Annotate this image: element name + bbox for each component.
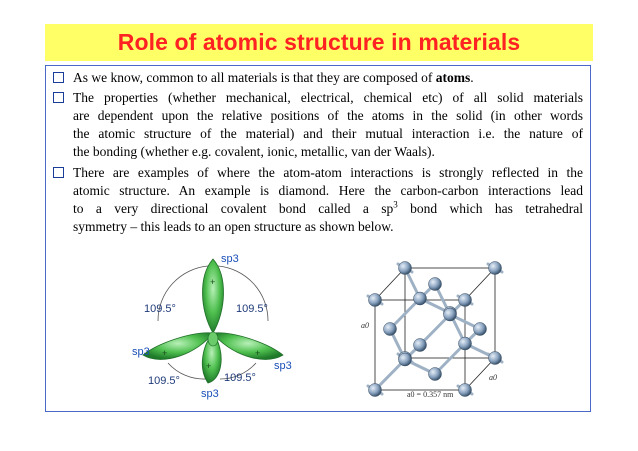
carbon-atom: [369, 294, 382, 307]
carbon-atom: [384, 323, 397, 336]
checkbox-bullet-icon: [53, 72, 64, 83]
plus-sign: +: [206, 361, 212, 371]
bullet-line: symmetry – this leads to an open structure as shown below.: [73, 219, 394, 234]
bullet-line: There are examples of where the atom-atom interactions is strongly reflected in the: [73, 165, 583, 180]
slide-title: Role of atomic structure in materials: [117, 29, 521, 55]
bullet-line: atomic structure. An example is diamond. Here the carbon-carbon interactions lead: [73, 183, 583, 198]
bullet-line: to a very directional covalent bond called a $sp^3$ bond which has tetrahedral: [73, 199, 583, 216]
a0-label: a0: [489, 373, 497, 382]
orbital-lobe-left: [143, 333, 213, 360]
bullet-item: [53, 164, 583, 236]
bullet-line: As we know, common to all materials is that they are composed of atoms.: [73, 70, 474, 85]
bullet-line: are dependent upon the relative positions of the atoms in the solid (in other words: [73, 108, 583, 123]
carbon-atom: [444, 308, 457, 321]
carbon-atom: [369, 384, 382, 397]
plus-sign: +: [162, 348, 168, 358]
sp3-label: sp3: [132, 346, 150, 358]
bullet-item: [53, 69, 583, 87]
carbon-atom: [399, 262, 412, 275]
orbital-lobe-right: [213, 333, 283, 360]
checkbox-bullet-icon: [53, 167, 64, 178]
bullet-item: [53, 89, 583, 161]
sp3-label: sp3: [221, 253, 239, 265]
carbon-atom: [489, 262, 502, 275]
bullet-line: the bonding (whether e.g. covalent, ionic, metallic, van der Waals).: [73, 144, 435, 159]
carbon-atom: [489, 352, 502, 365]
sp3-label: sp3: [201, 388, 219, 400]
carbon-atom: [414, 339, 427, 352]
plus-sign: +: [255, 348, 261, 358]
angle-label: 109.5°: [236, 303, 268, 315]
carbon-atom: [429, 278, 442, 291]
lattice-constant-caption: a0 = 0.357 nm: [407, 390, 454, 399]
angle-label: 109.5°: [144, 303, 176, 315]
carbon-atom: [459, 384, 472, 397]
plus-sign: +: [210, 277, 216, 287]
carbon-atom: [399, 353, 412, 366]
a0-label: a0: [361, 321, 369, 330]
carbon-atom: [459, 337, 472, 350]
angle-label: 109.5°: [148, 375, 180, 387]
diamond-structure-diagram: [355, 250, 513, 400]
sp3-orbital-diagram: [128, 251, 298, 401]
carbon-atom: [429, 368, 442, 381]
orbital-lobe-top: [202, 259, 223, 333]
bullet-line: the atomic structure of the material) and their mutual interaction i.e. the nature of: [73, 126, 583, 141]
carbon-atom: [414, 292, 427, 305]
carbon-atom: [459, 294, 472, 307]
bullet-line: The properties (whether mechanical, electrical, chemical etc) of all solid materials: [73, 90, 583, 105]
angle-label: 109.5°: [224, 372, 256, 384]
title-bar: [45, 24, 593, 61]
checkbox-bullet-icon: [53, 92, 64, 103]
sp3-label: sp3: [274, 360, 292, 372]
orbital-small-lobe: [208, 332, 218, 346]
carbon-atom: [474, 323, 487, 336]
